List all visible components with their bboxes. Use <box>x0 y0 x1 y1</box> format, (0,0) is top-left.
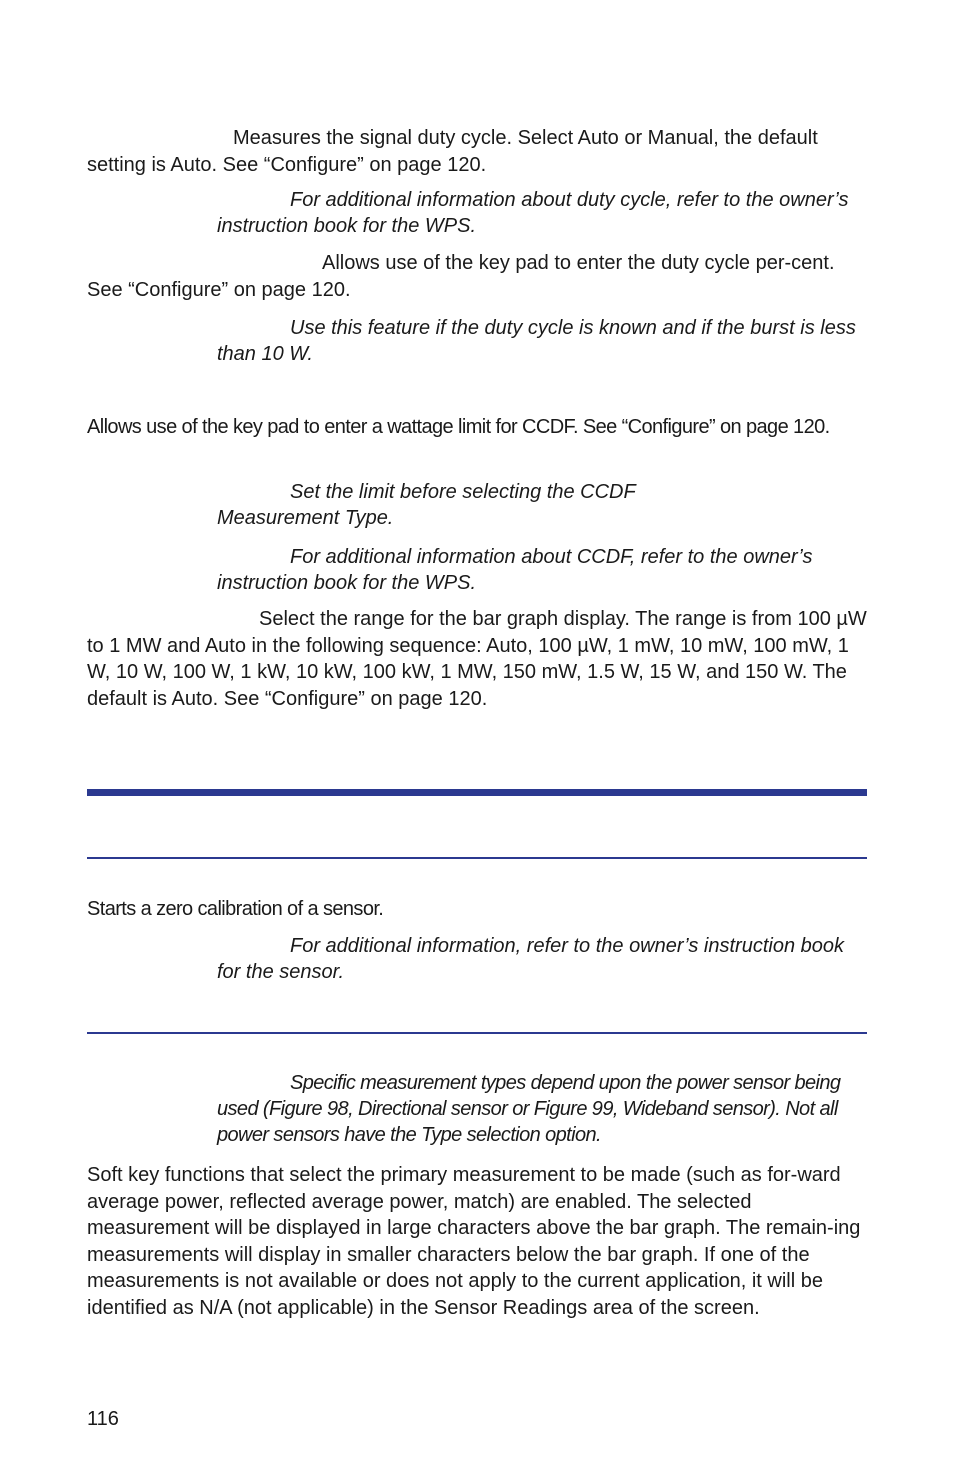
page-number: 116 <box>87 1408 119 1430</box>
duty-cycle-paragraph: Measures the signal duty cycle. Select Auto or Manual, the default setting is Auto. See “Configure” on page 120. <box>87 127 818 176</box>
section-divider-thin-2 <box>87 1032 867 1034</box>
duty-cycle-note: For additional information about duty cycle, refer to the owner’s instruction book for the WPS. <box>217 189 849 237</box>
range-paragraph: Select the range for the bar graph display. The range is from 100 µW to 1 MW and Auto in the following sequence: Auto, 100 µW, 1 mW, 10 mW, 100 mW, 1 W, 10 W, 100 W, 1 kW, 10 kW, 100 kW, 1 MW, 150 mW, 1.5 W, 15 W, and 150 W. The default is Auto. See “Configure” on page 120. <box>87 608 867 710</box>
soft-keys-paragraph: Soft key functions that select the primary measurement to be made (such as for-ward average power, reflected average power, match) are enabled. The selected measurement will be displayed in large characters above the bar graph. The remain-ing measurements will display in smaller characters below the bar graph. If one of the measurements is not available or does not apply to the current application, it will be identified as N/A (not applicable) in the Sensor Readings area of the screen. <box>87 1164 861 1319</box>
manual-duty-paragraph: Allows use of the key pad to enter the duty cycle per-cent. See “Configure” on page 120. <box>87 252 835 301</box>
ccdf-limit-paragraph: Allows use of the key pad to enter a wattage limit for CCDF. See “Configure” on page 120. <box>87 416 830 438</box>
ccdf-limit-note: Set the limit before selecting the CCDF Measurement Type. <box>217 481 636 529</box>
section-divider-thick <box>87 789 867 796</box>
type-note: Specific measurement types depend upon the power sensor being used (Figure 98, Directional sensor or Figure 99, Wideband sensor). Not all power sensors have the Type selection option. <box>217 1072 841 1146</box>
ccdf-info-note: For additional information about CCDF, refer to the owner’s instruction book for the WPS. <box>217 546 813 594</box>
zero-note: For additional information, refer to the owner’s instruction book for the sensor. <box>217 935 844 983</box>
zero-paragraph: Starts a zero calibration of a sensor. <box>87 898 384 920</box>
manual-duty-note: Use this feature if the duty cycle is known and if the burst is less than 10 W. <box>217 317 856 365</box>
section-divider-thin <box>87 857 867 859</box>
